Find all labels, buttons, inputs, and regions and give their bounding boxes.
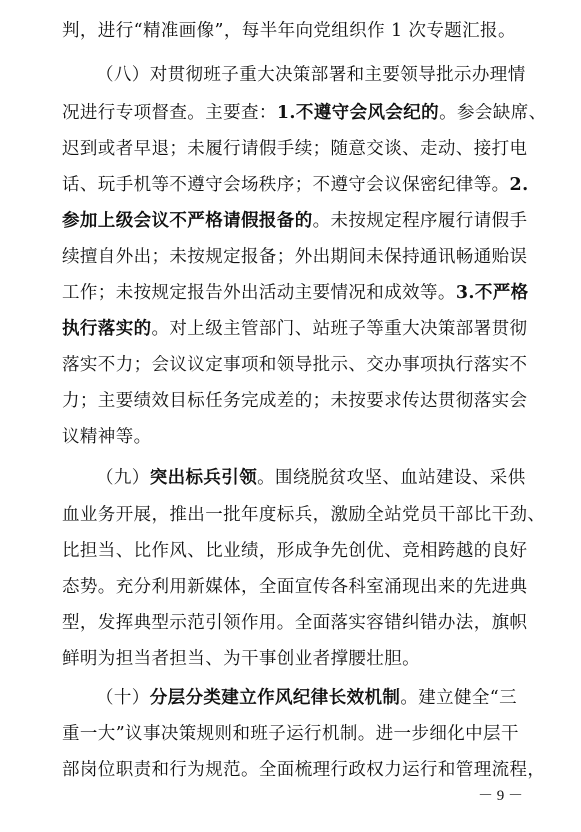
page-number: － 9 － <box>478 788 524 804</box>
text-line: 迟到或者早退；未履行请假手续；随意交谈、走动、接打电 <box>62 139 528 159</box>
text-line: 话、玩手机等不遵守会场秩序；不遵守会议保密纪律等。2. <box>62 175 529 195</box>
text-line: 执行落实的。对上级主管部门、站班子等重大决策部署贯彻 <box>62 319 528 339</box>
text-line: 况进行专项督查。主要查：1.不遵守会风会纪的。参会缺席、 <box>62 103 547 123</box>
text-line: （八）对贯彻班子重大决策部署和主要领导批示办理情 <box>96 65 526 85</box>
text-line: 态势。充分利用新媒体，全面宣传各科室涌现出来的先进典 <box>62 577 528 597</box>
text-line: 型，发挥典型示范引领作用。全面落实容错纠错办法，旗帜 <box>62 613 528 633</box>
text-line: 参加上级会议不严格请假报备的。未按规定程序履行请假手 <box>62 211 528 231</box>
text-line: 血业务开展，推出一批年度标兵，激励全站党员干部比干劲、 <box>62 505 546 525</box>
text-line: 力；主要绩效目标任务完成差的；未按要求传达贯彻落实会 <box>62 391 528 411</box>
text-line: 比担当、比作风、比业绩，形成争先创优、竞相跨越的良好 <box>62 541 528 561</box>
text-line: （十）分层分类建立作风纪律长效机制。建立健全“三 <box>96 688 518 708</box>
text-line: 判，进行“精准画像”，每半年向党组织作 1 次专题汇报。 <box>62 21 516 41</box>
text-line: 落实不力；会议议定事项和领导批示、交办事项执行落实不 <box>62 355 528 375</box>
text-line: 重一大”议事决策规则和班子运行机制。进一步细化中层干 <box>62 724 519 744</box>
text-line: 续擅自外出；未按规定报备；外出期间未保持通讯畅通贻误 <box>62 247 528 267</box>
text-line: （九）突出标兵引领。围绕脱贫攻坚、血站建设、采供 <box>96 468 526 488</box>
text-line: 鲜明为担当者担当、为干事创业者撑腰壮胆。 <box>62 649 420 669</box>
text-line: 工作；未按规定报告外出活动主要情况和成效等。3.不严格 <box>62 283 529 303</box>
text-line: 部岗位职责和行为规范。全面梳理行政权力运行和管理流程， <box>62 760 546 780</box>
text-line: 议精神等。 <box>62 427 152 447</box>
